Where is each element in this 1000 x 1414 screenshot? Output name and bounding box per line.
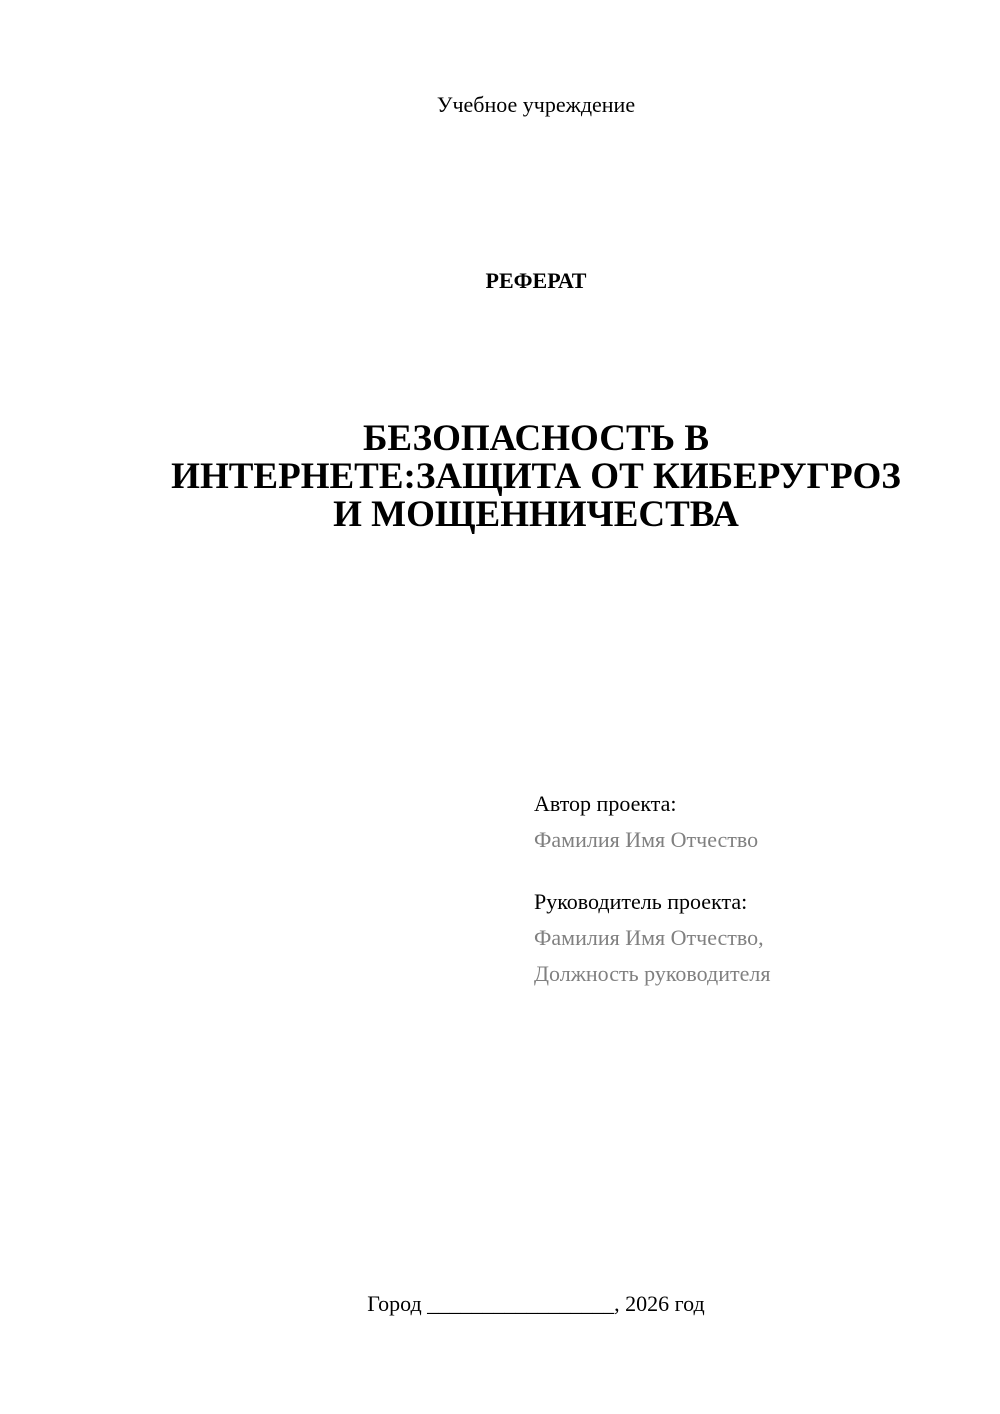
institution-name: Учебное учреждение [436, 92, 636, 117]
city-year-line: Город _________________, 2026 год [367, 1291, 705, 1316]
supervisor-position: Должность руководителя [534, 961, 771, 986]
title-line: И МОЩЕННИЧЕСТВА [333, 494, 739, 535]
author-label: Автор проекта: [534, 791, 677, 816]
title-line: ИНТЕРНЕТЕ:ЗАЩИТА ОТ КИБЕРУГРОЗ [171, 456, 901, 497]
spacer [534, 858, 974, 884]
supervisor-label: Руководитель проекта: [534, 889, 748, 914]
document-title [140, 420, 932, 534]
supervisor-name: Фамилия Имя Отчество, [534, 925, 764, 950]
title-line: БЕЗОПАСНОСТЬ В [362, 418, 710, 459]
author-name: Фамилия Имя Отчество [534, 827, 759, 852]
document-type: РЕФЕРАТ [485, 268, 587, 293]
signature-block [534, 786, 974, 992]
